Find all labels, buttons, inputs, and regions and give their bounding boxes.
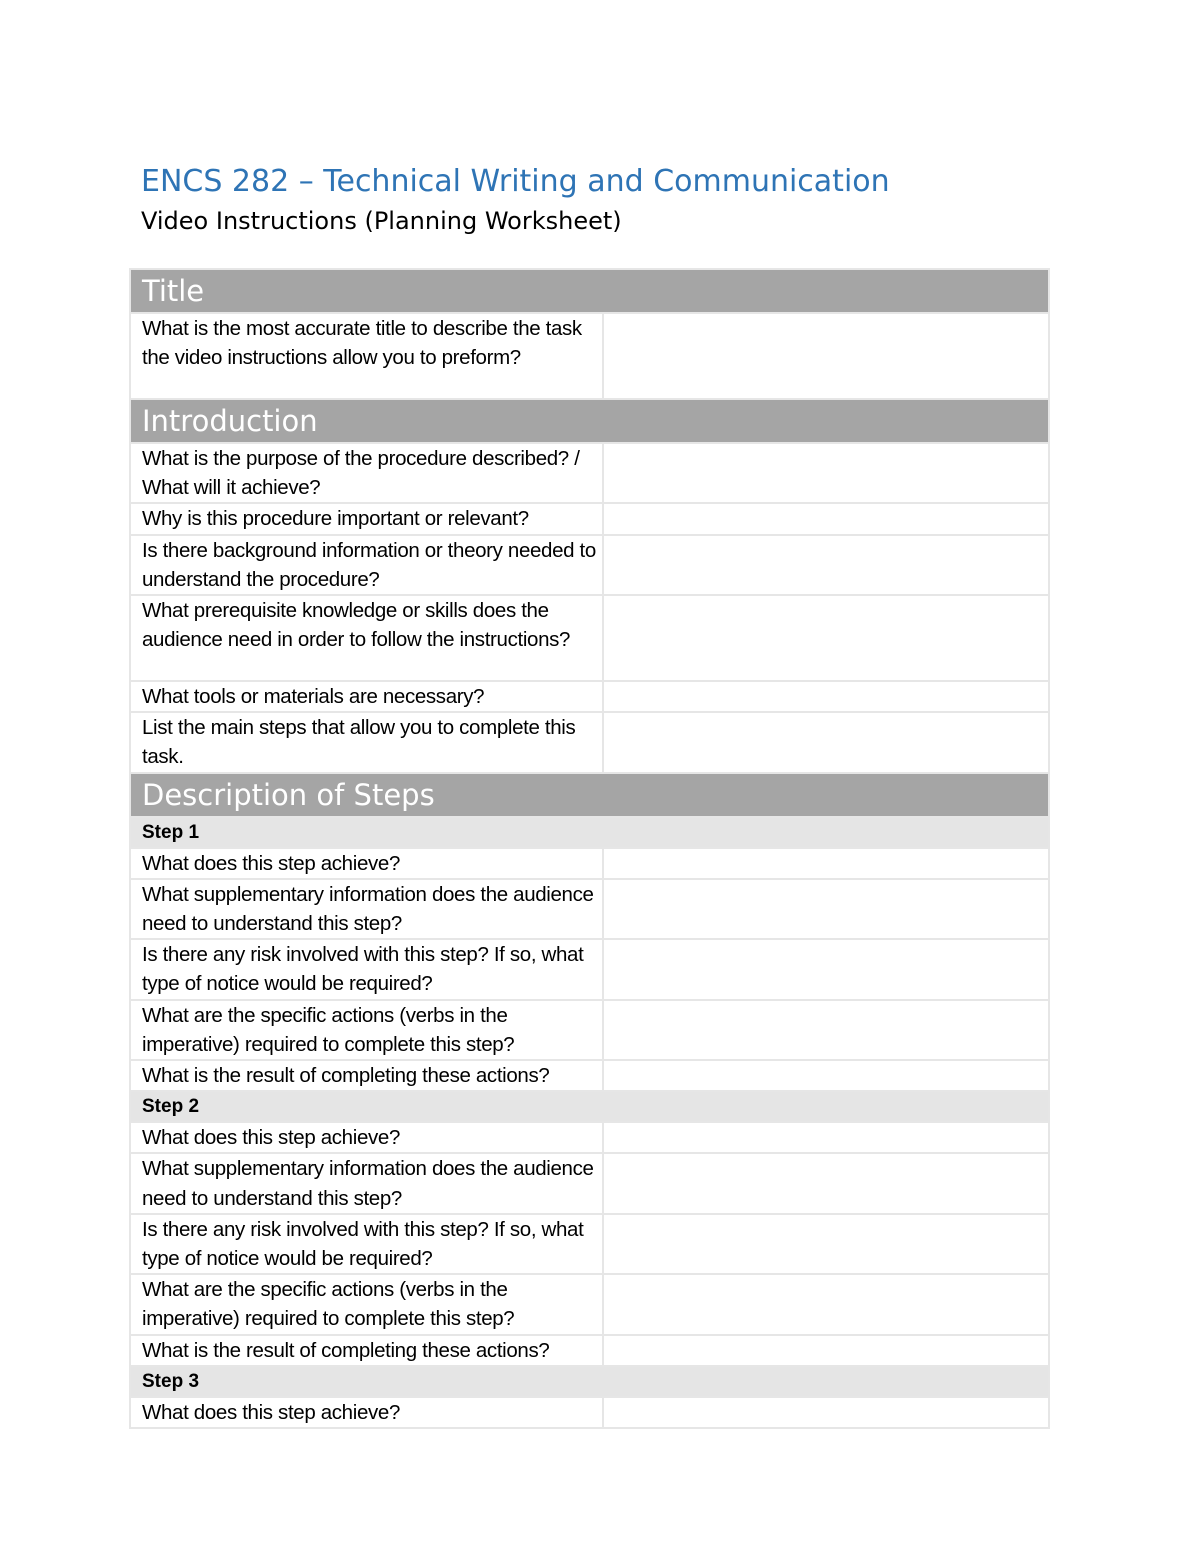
question-text: What supplementary information does the audience need to understand this step? bbox=[142, 1157, 594, 1210]
answer-cell[interactable] bbox=[603, 848, 1049, 879]
question-text: What are the specific actions (verbs in the imperative) required to complete this step? bbox=[142, 1278, 515, 1331]
question-cell bbox=[130, 1000, 603, 1060]
step-header-3 bbox=[130, 1366, 1049, 1397]
question-cell bbox=[130, 1335, 603, 1366]
step-header-cell bbox=[130, 817, 1049, 848]
question-cell bbox=[130, 503, 603, 534]
step-label: Step 2 bbox=[142, 1096, 200, 1118]
question-text: What prerequisite knowledge or skills does the audience need in order to follow the instructions? bbox=[142, 599, 571, 652]
question-cell bbox=[130, 595, 603, 681]
question-row bbox=[130, 681, 1049, 712]
question-cell bbox=[130, 313, 603, 399]
question-row bbox=[130, 443, 1049, 503]
answer-cell[interactable] bbox=[603, 443, 1049, 503]
section-header-cell bbox=[130, 399, 1049, 443]
question-row bbox=[130, 535, 1049, 595]
answer-cell[interactable] bbox=[603, 1000, 1049, 1060]
question-cell bbox=[130, 1274, 603, 1334]
question-cell bbox=[130, 1397, 603, 1428]
section-header-description-of-steps bbox=[130, 773, 1049, 817]
step-header-1 bbox=[130, 817, 1049, 848]
answer-cell[interactable] bbox=[603, 1397, 1049, 1428]
question-row bbox=[130, 1335, 1049, 1366]
section-label-introduction: Introduction bbox=[142, 404, 318, 438]
question-cell bbox=[130, 1060, 603, 1091]
answer-cell[interactable] bbox=[603, 595, 1049, 681]
question-cell bbox=[130, 1122, 603, 1153]
question-row bbox=[130, 1000, 1049, 1060]
question-cell bbox=[130, 1153, 603, 1213]
question-cell bbox=[130, 681, 603, 712]
question-text: What are the specific actions (verbs in the imperative) required to complete this step? bbox=[142, 1003, 515, 1056]
question-cell bbox=[130, 939, 603, 999]
question-row bbox=[130, 1153, 1049, 1213]
section-header-cell bbox=[130, 269, 1049, 313]
section-header-cell bbox=[130, 773, 1049, 817]
answer-cell[interactable] bbox=[603, 503, 1049, 534]
question-text: What tools or materials are necessary? bbox=[142, 685, 485, 709]
answer-cell[interactable] bbox=[603, 1153, 1049, 1213]
planning-worksheet-table bbox=[129, 268, 1050, 1429]
section-label-steps: Description of Steps bbox=[142, 777, 435, 812]
question-text: List the main steps that allow you to complete this task. bbox=[142, 716, 576, 769]
answer-cell[interactable] bbox=[603, 681, 1049, 712]
answer-cell[interactable] bbox=[603, 1060, 1049, 1091]
question-cell bbox=[130, 879, 603, 939]
step-header-cell bbox=[130, 1091, 1049, 1122]
question-row bbox=[130, 879, 1049, 939]
question-row bbox=[130, 939, 1049, 999]
answer-cell[interactable] bbox=[603, 1122, 1049, 1153]
question-text: Why is this procedure important or relevant? bbox=[142, 507, 529, 531]
question-row bbox=[130, 1274, 1049, 1334]
question-text: Is there any risk involved with this step? If so, what type of notice would be required? bbox=[142, 943, 584, 996]
step-label: Step 3 bbox=[142, 1370, 200, 1392]
answer-cell[interactable] bbox=[603, 313, 1049, 399]
question-cell bbox=[130, 848, 603, 879]
answer-cell[interactable] bbox=[603, 1214, 1049, 1274]
step-header-2 bbox=[130, 1091, 1049, 1122]
question-cell bbox=[130, 712, 603, 772]
question-text: What is the most accurate title to describe the task the video instructions allow you to preform? bbox=[142, 317, 582, 370]
question-row bbox=[130, 1060, 1049, 1091]
section-header-title bbox=[130, 269, 1049, 313]
question-cell bbox=[130, 1214, 603, 1274]
answer-cell[interactable] bbox=[603, 1274, 1049, 1334]
question-row bbox=[130, 848, 1049, 879]
question-text: What is the result of completing these actions? bbox=[142, 1338, 550, 1362]
section-label-title: Title bbox=[142, 274, 205, 308]
document-subtitle: Video Instructions (Planning Worksheet) bbox=[141, 207, 622, 235]
question-row bbox=[130, 1214, 1049, 1274]
answer-cell[interactable] bbox=[603, 879, 1049, 939]
question-cell bbox=[130, 535, 603, 595]
answer-cell[interactable] bbox=[603, 939, 1049, 999]
question-cell bbox=[130, 443, 603, 503]
step-label: Step 1 bbox=[142, 821, 200, 843]
question-text: What does this step achieve? bbox=[142, 1126, 400, 1150]
question-row bbox=[130, 712, 1049, 772]
document-title: ENCS 282 – Technical Writing and Communication bbox=[141, 164, 890, 199]
question-text: What is the purpose of the procedure described? / What will it achieve? bbox=[142, 447, 580, 500]
question-text: What does this step achieve? bbox=[142, 1400, 400, 1424]
answer-cell[interactable] bbox=[603, 535, 1049, 595]
section-header-introduction bbox=[130, 399, 1049, 443]
question-row bbox=[130, 1122, 1049, 1153]
question-text: What supplementary information does the audience need to understand this step? bbox=[142, 882, 594, 936]
question-text: What is the result of completing these actions? bbox=[142, 1064, 550, 1088]
question-text: What does this step achieve? bbox=[142, 851, 400, 875]
question-row bbox=[130, 595, 1049, 681]
answer-cell[interactable] bbox=[603, 712, 1049, 772]
question-text: Is there background information or theory needed to understand the procedure? bbox=[142, 538, 596, 591]
question-row bbox=[130, 503, 1049, 534]
answer-cell[interactable] bbox=[603, 1335, 1049, 1366]
question-text: Is there any risk involved with this step? If so, what type of notice would be required? bbox=[142, 1217, 584, 1271]
step-header-cell bbox=[130, 1366, 1049, 1397]
question-row bbox=[130, 1397, 1049, 1428]
question-row bbox=[130, 313, 1049, 399]
